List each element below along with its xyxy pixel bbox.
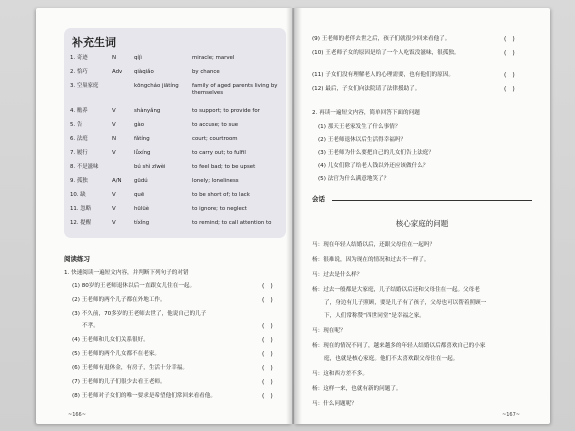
section-rule	[332, 200, 532, 201]
dialog-line: 马：现在年轻人结婚以后，还跟父母住在一起吗？	[312, 242, 436, 248]
question-item: (5) 法官为什么满意地笑了？	[318, 176, 390, 182]
vocab-pos: A/N	[112, 178, 122, 184]
exercise-item: (4) 王老师和儿女们关系很好。	[72, 337, 149, 343]
answer-blank[interactable]: ( )	[262, 379, 273, 386]
vocab-pinyin: gūdú	[134, 178, 148, 184]
vocab-row	[64, 164, 286, 177]
dialog-line: 马：这和西方差不多。	[312, 371, 368, 377]
vocab-pos: Adv	[112, 69, 123, 75]
vocab-word: 11. 忽略	[70, 206, 92, 212]
vocab-word: 10. 缺	[70, 192, 86, 198]
vocab-english: court; courtroom	[192, 136, 238, 142]
vocab-word: 8. 不是滋味	[70, 164, 99, 170]
answer-blank[interactable]: ( )	[262, 297, 273, 304]
vocab-box	[64, 28, 286, 238]
exercise-item: (3) 不久前，70多岁的王老师去世了，他说自己的儿子	[72, 311, 207, 317]
right-page	[294, 8, 550, 424]
dialog-line: 马：过去是什么样？	[312, 272, 363, 278]
exercise-item: (12) 最后，子女们向法院请了法律援助了。	[312, 86, 421, 92]
dialog-line: 马：什么问题呢？	[312, 401, 357, 407]
answer-blank[interactable]: ( )	[262, 393, 273, 400]
answer-blank[interactable]: ( )	[504, 72, 515, 79]
exercise-item: (2) 王老师的两个儿子都在外地工作。	[72, 297, 166, 303]
vocab-pinyin: tíxǐng	[134, 220, 150, 226]
answer-blank[interactable]: ( )	[262, 337, 273, 344]
vocab-row	[64, 220, 286, 233]
answer-blank[interactable]: ( )	[504, 86, 515, 93]
vocab-pinyin: shànyǎng	[134, 108, 161, 114]
vocab-pinyin: quē	[134, 192, 145, 198]
question-2-title: 2. 再读一遍短文内容，简单回答下面的问题	[312, 110, 420, 116]
vocab-row	[64, 192, 286, 205]
vocab-pinyin: hūlüè	[134, 206, 150, 212]
vocab-row	[64, 122, 286, 135]
vocab-row	[64, 55, 286, 68]
vocab-pinyin: qíjì	[134, 55, 142, 61]
answer-blank[interactable]: ( )	[262, 323, 273, 330]
vocab-word: 3. 空巢家庭	[70, 83, 99, 89]
vocab-pos: V	[112, 150, 116, 156]
vocab-row	[64, 206, 286, 219]
vocab-pos: V	[112, 192, 116, 198]
left-page	[36, 8, 292, 424]
vocab-english: to ignore; to neglect	[192, 206, 247, 212]
vocab-word: 4. 赡养	[70, 108, 88, 114]
answer-blank[interactable]: ( )	[262, 283, 273, 290]
dialog-line: 了，身边有儿子照顾，要是儿子有了孩子，父母也可以帮着照顾一	[324, 300, 487, 306]
vocab-word: 2. 恰巧	[70, 69, 88, 75]
dialog-line: 杨：很难说，因为现在的情况和过去不一样了。	[312, 257, 430, 263]
question-item: (3) 王老师为什么要把自己的儿女们告上法庭？	[318, 150, 434, 156]
dialog-title: 核心家庭的问题	[395, 219, 449, 228]
dialog-line: 杨：过去一般都是大家庭，儿子结婚以后还和父母住在一起。父母老	[312, 287, 480, 293]
exercise-item: (11) 子女们没有理解老人的心理需要，也有他们的原因。	[312, 72, 454, 78]
vocab-pinyin: bú shì zīwèi	[134, 164, 166, 170]
vocab-pos: V	[112, 220, 116, 226]
answer-blank[interactable]: ( )	[262, 351, 273, 358]
vocab-english: to be short of; to lack	[192, 192, 250, 198]
vocab-word: 12. 提醒	[70, 220, 92, 226]
vocab-english: by chance	[192, 69, 220, 75]
exercise-item-cont: 不孝。	[82, 323, 99, 329]
vocab-english: to support; to provide for	[192, 108, 260, 114]
question-item: (2) 王老师退休以后生活得幸福吗？	[318, 137, 407, 143]
exercise-item: (1) 80岁的王老师退休以后一直跟女儿住在一起。	[72, 283, 196, 289]
vocab-pos: N	[112, 136, 117, 142]
instruction: 1. 快速阅读一遍短文内容，并判断下列句子的对错	[64, 270, 189, 276]
section-label: 会话	[312, 195, 325, 203]
reading-title: 阅读练习	[64, 255, 90, 263]
exercise-item: (5) 王老师的两个儿女都不在老家。	[72, 351, 161, 357]
exercise-item: (8) 王老师对子女们的唯一要求是希望他们常回来看看他。	[72, 393, 216, 399]
vocab-pos: V	[112, 108, 116, 114]
vocab-pinyin: lǚxíng	[134, 150, 151, 156]
exercise-item: (9) 王老师的老伴去世之后，孩子们就很少回来看他了。	[312, 36, 451, 42]
answer-blank[interactable]: ( )	[504, 36, 515, 43]
vocab-english: lonely; loneliness	[192, 178, 239, 184]
exercise-item: (6) 王老师有退休金，有房子，生活十分幸福。	[72, 365, 188, 371]
vocab-row	[64, 69, 286, 82]
vocab-title: 补充生词	[72, 36, 116, 49]
vocab-pos: V	[112, 122, 116, 128]
vocab-word: 5. 告	[70, 122, 83, 128]
vocab-row	[64, 83, 286, 105]
dialog-line: 马：现在呢？	[312, 328, 346, 334]
vocab-pos: N	[112, 55, 117, 61]
vocab-english: to remind; to call attention to	[192, 220, 272, 226]
exercise-item: (10) 王老师子女的原因是给了一个人吃饭没滋味，很孤独。	[312, 50, 460, 56]
question-item: (1) 那天王老家发生了什么事情？	[318, 124, 401, 130]
vocab-word: 1. 奇迹	[70, 55, 88, 61]
vocab-pinyin: fǎtíng	[134, 136, 150, 142]
vocab-english: to carry out; to fulfil	[192, 150, 246, 156]
vocab-pinyin: gào	[134, 122, 145, 128]
vocab-row	[64, 178, 286, 191]
vocab-word: 7. 履行	[70, 150, 88, 156]
exercise-item: (7) 王老师的儿子们很少去看王老师。	[72, 379, 166, 385]
vocab-row	[64, 108, 286, 121]
vocab-english: to feel bad; to be upset	[192, 164, 256, 170]
vocab-english: family of aged parents living by themselves	[192, 83, 278, 96]
answer-blank[interactable]: ( )	[262, 365, 273, 372]
vocab-english: to accuse; to sue	[192, 122, 239, 128]
vocab-pinyin: qiàqiǎo	[134, 69, 154, 75]
question-item: (4) 儿女们除了给老人钱以外还应该做什么？	[318, 163, 429, 169]
dialog-line: 杨：现在的情况不同了，越来越多的年轻人结婚以后都喜欢自己的小家	[312, 343, 486, 349]
vocab-pinyin: kōngcháo jiātíng	[134, 83, 179, 89]
vocab-row	[64, 150, 286, 163]
dialog-line: 杨：这样一来，也就有新的问题了。	[312, 386, 402, 392]
vocab-english: miracle; marvel	[192, 55, 235, 61]
page-number: ~166~	[68, 412, 86, 418]
vocab-row	[64, 136, 286, 149]
vocab-word: 9. 孤独	[70, 178, 88, 184]
answer-blank[interactable]: ( )	[504, 50, 515, 57]
dialog-line: 下，人们常称赞“四世同堂”是幸福之家。	[324, 313, 425, 319]
dialog-line: 庭，也就是核心家庭。他们不太喜欢跟父母住在一起。	[324, 356, 459, 362]
page-number: ~167~	[502, 412, 520, 418]
vocab-word: 6. 法庭	[70, 136, 88, 142]
vocab-pos: V	[112, 206, 116, 212]
